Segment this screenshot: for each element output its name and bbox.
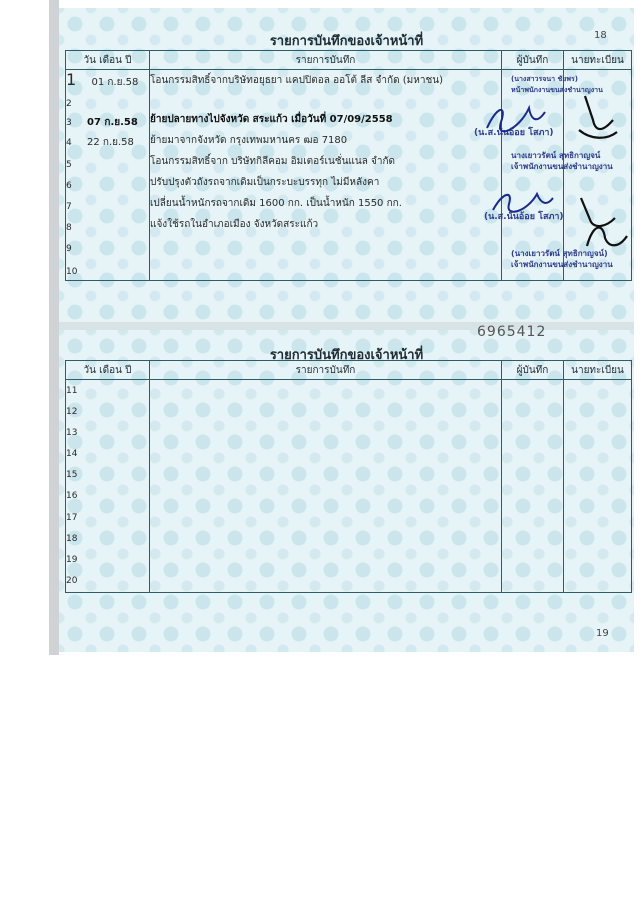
row-date: 07 ก.ย.58 bbox=[87, 116, 138, 128]
row-entry: โอนกรรมสิทธิ์จาก บริษัทกิลีคอม อิมเตอร์เนชั่นแนล จำกัด bbox=[150, 151, 502, 172]
stamp-name-2: (น.ส.นันอ้อย โสภา) bbox=[484, 212, 564, 222]
table-row bbox=[66, 486, 632, 507]
row-number: 2 bbox=[66, 98, 72, 109]
page-separator bbox=[59, 322, 634, 330]
row-date: 01 ก.ย.58 bbox=[91, 77, 139, 89]
page-title: รายการบันทึกของเจ้าหน้าที่ bbox=[269, 34, 424, 49]
row-number: 4 bbox=[66, 138, 72, 148]
signature-registrar-1 bbox=[571, 90, 621, 145]
signature-registrar-3 bbox=[579, 218, 631, 254]
row-number: 1 bbox=[66, 70, 77, 90]
table-row bbox=[66, 423, 632, 444]
row-entry: ย้ายมาจากจังหวัด กรุงเทพมหานคร ฒอ 7180 bbox=[150, 130, 502, 151]
row-entry: ย้ายปลายทางไปจังหวัด สระแก้ว เมื่อวันที่ 07/09/2558 bbox=[150, 110, 502, 130]
table-row bbox=[66, 507, 632, 529]
row-number: 5 bbox=[66, 159, 72, 170]
row-number: 12 bbox=[66, 402, 150, 423]
stamp-line: หน้าพนักงานขนส่งชำนาญงาน bbox=[511, 86, 603, 94]
row-number: 8 bbox=[66, 222, 72, 233]
row-number: 17 bbox=[66, 507, 150, 529]
header-recorder: ผู้บันทึก bbox=[502, 361, 564, 380]
row-date: 22 ก.ย.58 bbox=[87, 137, 134, 148]
row-number: 11 bbox=[66, 380, 150, 402]
header-recorder: ผู้บันทึก bbox=[502, 51, 564, 70]
row-entry: แจ้งใช้รถในอำเภอเมือง จังหวัดสระแก้ว bbox=[150, 214, 502, 235]
row-number: 13 bbox=[66, 423, 150, 444]
table-row bbox=[66, 571, 632, 593]
table-row bbox=[66, 465, 632, 486]
header-row bbox=[66, 51, 632, 70]
row-number: 19 bbox=[66, 550, 150, 571]
row-entry: เปลี่ยนน้ำหนักรถจากเดิม 1600 กก. เป็นน้ำหนัก 1550 กก. bbox=[150, 193, 502, 214]
table-row bbox=[66, 380, 632, 402]
header-row bbox=[66, 361, 632, 380]
stamp-line: (นางสาวรจนา ชัยพร) bbox=[511, 75, 578, 83]
table-row bbox=[66, 550, 632, 571]
binding-edge bbox=[49, 0, 59, 655]
row-number: 3 bbox=[66, 117, 72, 128]
stamp-name-1: (น.ส.นันอ้อย โสภา) bbox=[474, 128, 554, 138]
header-entry: รายการบันทึก bbox=[150, 361, 502, 380]
serial-number: 6965412 bbox=[477, 324, 547, 340]
stamp-line: (นางเยาวรัตน์ สุทธิกาญจน์) bbox=[511, 249, 608, 258]
ledger-page-18 bbox=[59, 8, 634, 330]
ledger-table bbox=[65, 360, 632, 593]
page-number: 19 bbox=[596, 628, 609, 639]
row-number: 20 bbox=[66, 571, 150, 593]
row-number: 6 bbox=[66, 180, 72, 191]
header-date: วัน เดือน ปี bbox=[66, 361, 150, 380]
stamp-official-2 bbox=[511, 150, 613, 172]
row-number: 18 bbox=[66, 529, 150, 550]
table-row bbox=[66, 529, 632, 550]
signature-recorder-2 bbox=[487, 186, 557, 216]
row-number: 10 bbox=[66, 266, 78, 277]
header-entry: รายการบันทึก bbox=[150, 51, 502, 70]
stamp-line: เจ้าพนักงานขนส่งชำนาญงาน bbox=[511, 162, 613, 171]
row-entry: โอนกรรมสิทธิ์จากบริษัทอยุธยา แคปปิตอล ออโต้ ลีส จำกัด (มหาชน) bbox=[150, 70, 502, 91]
header-registrar: นายทะเบียน bbox=[564, 361, 632, 380]
row-number: 15 bbox=[66, 465, 150, 486]
row-number: 16 bbox=[66, 486, 150, 507]
header-registrar: นายทะเบียน bbox=[564, 51, 632, 70]
page-number: 18 bbox=[594, 30, 607, 41]
stamp-line: เจ้าพนักงานขนส่งชำนาญงาน bbox=[511, 260, 613, 269]
table-row bbox=[66, 444, 632, 465]
ledger-page-19 bbox=[59, 324, 634, 652]
signature-recorder-1 bbox=[479, 102, 549, 134]
page-title: รายการบันทึกของเจ้าหน้าที่ bbox=[269, 348, 424, 363]
row-entry: ปรับปรุงตัวถังรถจากเดิมเป็นกระบะบรรทุก ไม่มีหลังคา bbox=[150, 172, 502, 193]
row-entry bbox=[150, 257, 502, 281]
table-row bbox=[66, 402, 632, 423]
row-entry bbox=[150, 91, 502, 110]
stamp-line: นางเยาวรัตน์ สุทธิกาญจน์ bbox=[511, 151, 601, 160]
row-entry bbox=[150, 235, 502, 257]
row-number: 7 bbox=[66, 201, 72, 212]
row-number: 14 bbox=[66, 444, 150, 465]
header-date: วัน เดือน ปี bbox=[66, 51, 150, 70]
row-number: 9 bbox=[66, 244, 72, 254]
